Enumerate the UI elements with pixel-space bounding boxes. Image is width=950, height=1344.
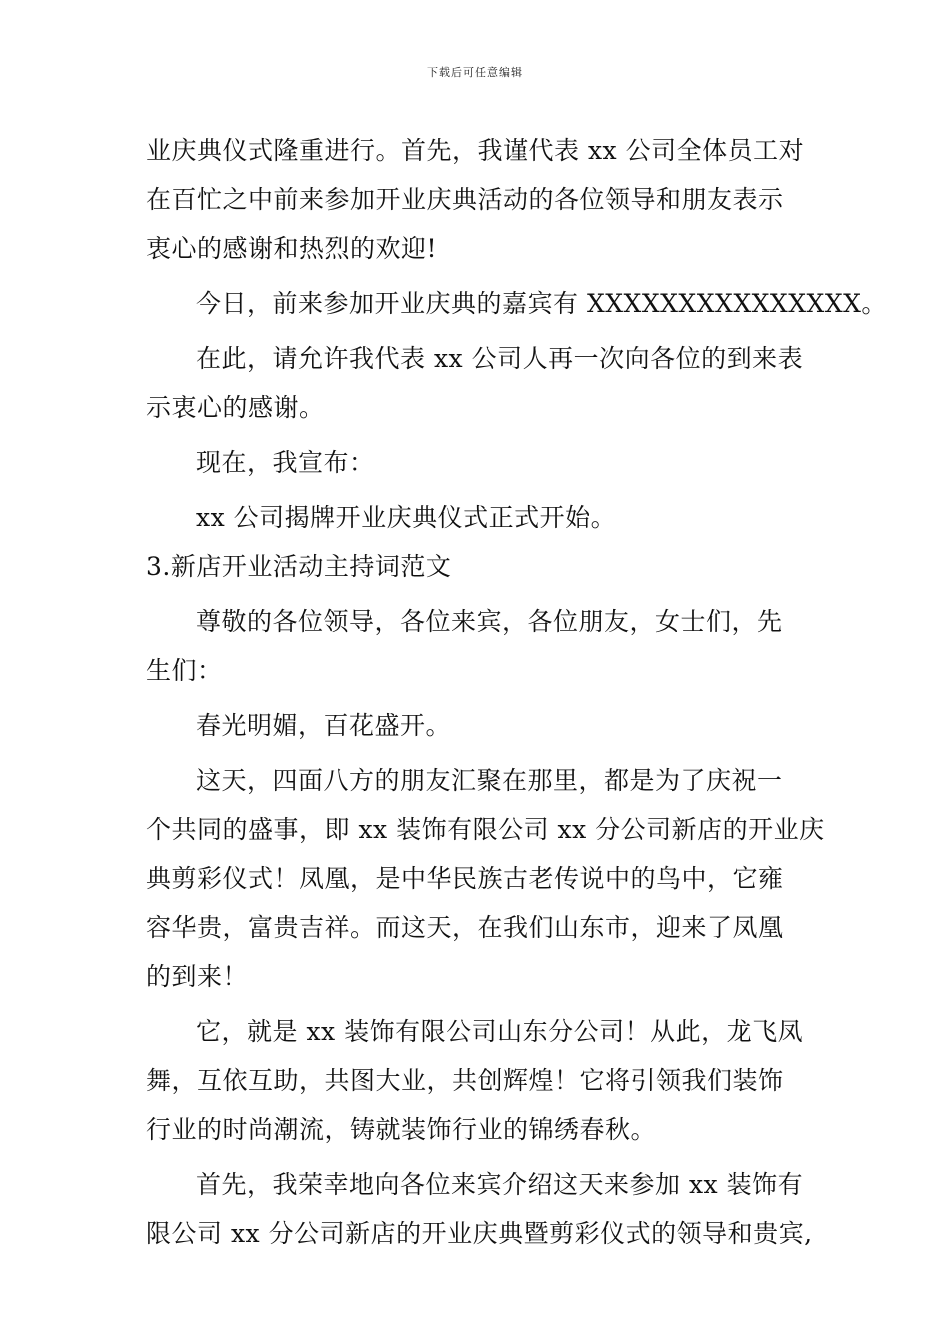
text-line: 容华贵，富贵吉祥。而这天，在我们山东市，迎来了凤凰: [146, 913, 784, 942]
document-body: [146, 126, 887, 1258]
text-line: 尊敬的各位领导，各位来宾，各位朋友，女士们，先: [196, 607, 783, 636]
text-line: 首先，我荣幸地向各位来宾介绍这天来参加 xx 装饰有: [196, 1170, 804, 1199]
text-line: 3.新店开业活动主持词范文: [146, 552, 452, 581]
text-line: 个共同的盛事，即 xx 装饰有限公司 xx 分公司新店的开业庆: [146, 815, 825, 844]
text-line: 衷心的感谢和热烈的欢迎!: [146, 234, 438, 263]
text-line: 这天，四面八方的朋友汇聚在那里，都是为了庆祝一: [196, 766, 783, 795]
header-note: 下载后可任意编辑: [427, 66, 523, 79]
text-line: 生们：: [146, 656, 223, 685]
text-line: 示衷心的感谢。: [146, 393, 325, 422]
text-line: 在百忙之中前来参加开业庆典活动的各位领导和朋友表示: [146, 185, 784, 214]
text-line: 限公司 xx 分公司新店的开业庆典暨剪彩仪式的领导和贵宾,: [146, 1219, 813, 1248]
text-line: 典剪彩仪式！凤凰，是中华民族古老传说中的鸟中，它雍: [146, 864, 784, 893]
text-line: 它，就是 xx 装饰有限公司山东分公司！从此，龙飞凤: [196, 1017, 804, 1046]
text-line: 今日，前来参加开业庆典的嘉宾有 XXXXXXXXXXXXXXX。: [196, 289, 887, 318]
text-line: 业庆典仪式隆重进行。首先，我谨代表 xx 公司全体员工对: [146, 136, 805, 165]
text-line: 行业的时尚潮流，铸就装饰行业的锦绣春秋。: [146, 1115, 657, 1144]
text-line: 舞，互依互助，共图大业，共创辉煌！它将引领我们装饰: [146, 1066, 784, 1095]
text-line: 春光明媚，百花盛开。: [196, 711, 452, 740]
text-line: 在此，请允许我代表 xx 公司人再一次向各位的到来表: [196, 344, 804, 373]
text-line: 现在，我宣布：: [196, 448, 375, 477]
text-line: xx 公司揭牌开业庆典仪式正式开始。: [196, 503, 617, 532]
text-line: 的到来！: [146, 962, 249, 991]
